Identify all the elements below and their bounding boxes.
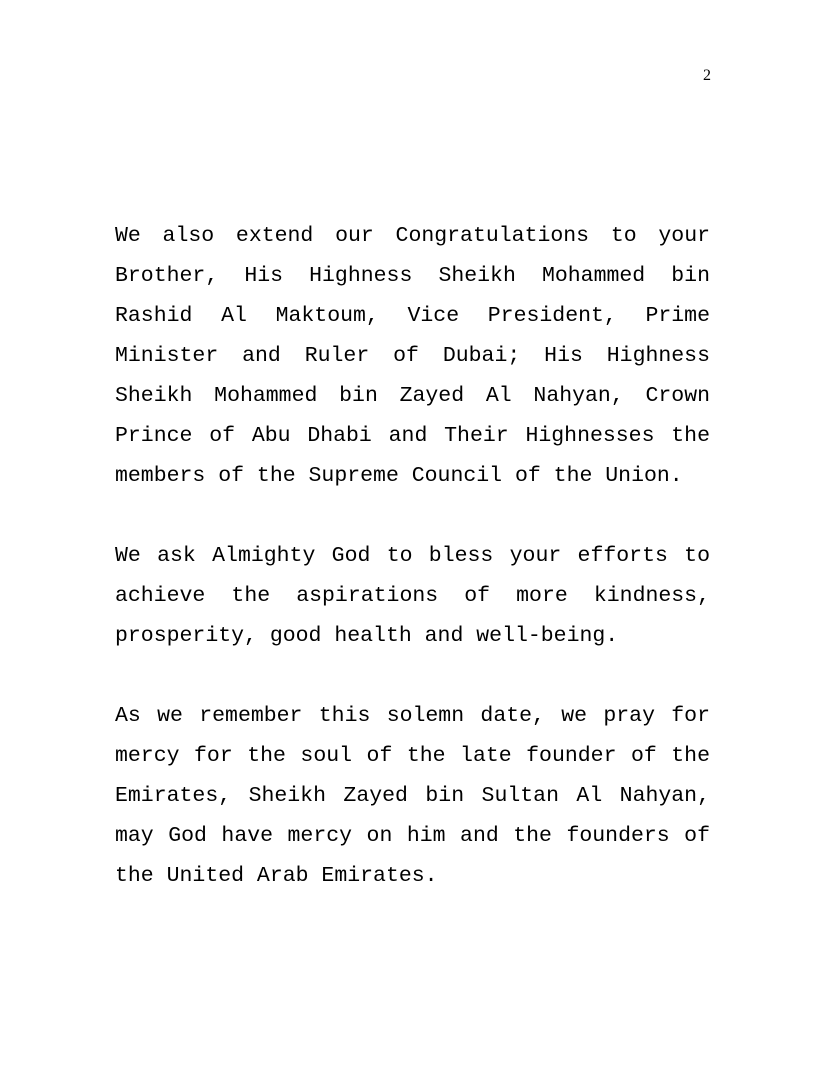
paragraph-blessing: We ask Almighty God to bless your efforts to achieve the aspirations of more kindness, prosperity, good health and well-being.	[115, 544, 710, 648]
paragraph-congratulations: We also extend our Congratulations to your Brother, His Highness Sheikh Mohammed bin Rashid Al Maktoum, Vice President, Prime Minister and Ruler of Dubai; His Highness Sheikh Mohammed bin Zayed Al Nahyan, Crown Prince of Abu Dhabi and Their Highnesses the members of the Supreme Council of the Union.	[115, 224, 710, 488]
letter-body	[115, 216, 710, 936]
page-number: 2	[703, 67, 711, 84]
paragraph-remembrance: As we remember this solemn date, we pray for mercy for the soul of the late founder of the Emirates, Sheikh Zayed bin Sultan Al Nahyan, may God have mercy on him and the founders of the United Arab Emirates.	[115, 704, 710, 888]
